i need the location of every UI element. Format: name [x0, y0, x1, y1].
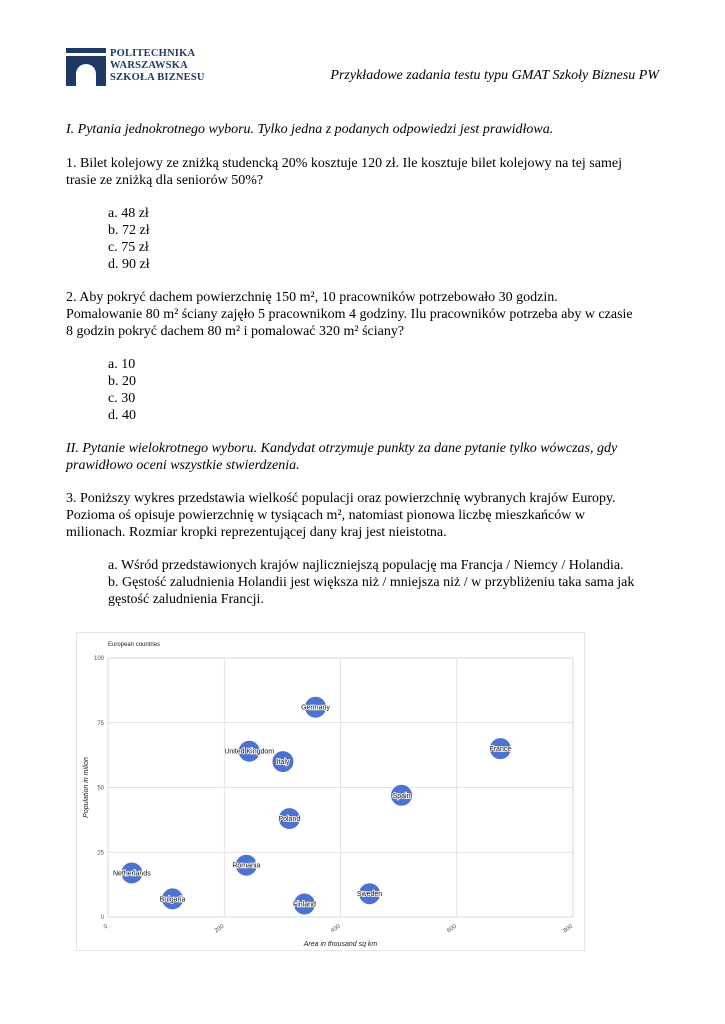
point-label: Sweden [356, 891, 383, 899]
q2-option-a: a. 10 [108, 357, 136, 372]
y-tick-label: 0 [100, 915, 104, 921]
y-tick-label: 50 [97, 785, 104, 792]
point-label: Bulgaria [159, 896, 186, 904]
q3-line-1: 3. Poniższy wykres przedstawia wielkość populacji oraz powierzchnię wybranych krajów Europy. [66, 491, 616, 506]
point-label: Germany [301, 704, 330, 712]
q3-line-3: milionach. Rozmiar kropki reprezentującej dany kraj jest nieistotna. [66, 525, 447, 540]
point-label: Netherlands [112, 870, 151, 878]
q2-option-b: b. 20 [108, 374, 136, 389]
scatter-chart [76, 632, 585, 951]
header-title: Przykładowe zadania testu typu GMAT Szkoły Biznesu PW [330, 68, 659, 83]
q2-line-1: 2. Aby pokryć dachem powierzchnię 150 m², 10 pracowników potrzebowało 30 godzin. [66, 290, 558, 305]
q3-line-2: Pozioma oś opisuje powierzchnię w tysiącach m², natomiast pionowa liczbę mieszkańców w [66, 508, 585, 523]
y-tick-label: 100 [93, 656, 104, 662]
x-tick-label: 800 [562, 923, 575, 935]
point-label: Finland [292, 901, 316, 909]
q2-line-2: Pomalowanie 80 m² ściany zajęło 5 pracownikom 4 godziny. Ilu pracowników potrzeba aby w czasie [66, 307, 633, 322]
logo-arch-icon [66, 48, 106, 86]
chart-title: European countries [108, 642, 161, 648]
q2-line-3: 8 godzin pokryć dachem 80 m² i pomalować 320 m² ściany? [66, 324, 405, 339]
x-tick-label: 0 [102, 923, 110, 931]
logo-line-2: WARSZAWSKA [110, 60, 188, 71]
logo [66, 48, 216, 88]
logo-line-3: SZKOŁA BIZNESU [110, 72, 205, 83]
q2-option-d: d. 40 [108, 408, 136, 423]
x-axis-label: Area in thousand sq km [303, 941, 378, 948]
q1-option-d: d. 90 zł [108, 257, 150, 272]
logo-text [110, 48, 205, 84]
chart-plot [77, 633, 584, 950]
q1-line-1: 1. Bilet kolejowy ze zniżką studencką 20% kosztuje 120 zł. Ile kosztuje bilet kolejowy na tej samej [66, 156, 622, 171]
q3-statement-b-1: b. Gęstość zaludnienia Holandii jest większa niż / mniejsza niż / w przybliżeniu taka sama jak [108, 575, 635, 590]
q1-option-c: c. 75 zł [108, 240, 149, 255]
y-axis-label: Population in milion [83, 757, 90, 818]
point-label: Spain [392, 792, 411, 800]
x-tick-label: 600 [446, 923, 458, 935]
q1-line-2: trasie ze zniżką dla seniorów 50%? [66, 173, 264, 188]
q1-option-b: b. 72 zł [108, 223, 150, 238]
q2-option-c: c. 30 [108, 391, 136, 406]
point-label: Italy [276, 759, 290, 767]
point-label: Poland [278, 816, 301, 824]
y-tick-label: 25 [97, 850, 104, 857]
section2-line-1: II. Pytanie wielokrotnego wyboru. Kandydat otrzymuje punkty za dane pytanie tylko wówczas, gdy [66, 441, 618, 456]
x-tick-label: 400 [330, 923, 342, 935]
q3-statement-b-2: gęstość zaludnienia Francji. [108, 592, 264, 607]
x-tick-label: 200 [213, 923, 226, 935]
section1-heading: I. Pytania jednokrotnego wyboru. Tylko jedna z podanych odpowiedzi jest prawidłowa. [66, 122, 554, 137]
q1-option-a: a. 48 zł [108, 206, 149, 221]
logo-line-1: POLITECHNIKA [110, 48, 196, 59]
y-tick-label: 75 [97, 720, 104, 727]
section2-line-2: prawidłowo oceni wszystkie stwierdzenia. [66, 458, 300, 473]
point-label: United Kingdom [224, 748, 275, 756]
point-label: Romania [232, 862, 261, 870]
q3-statement-a: a. Wśród przedstawionych krajów najliczniejszą populację ma Francja / Niemcy / Holandia. [108, 558, 624, 573]
point-label: France [489, 746, 512, 754]
